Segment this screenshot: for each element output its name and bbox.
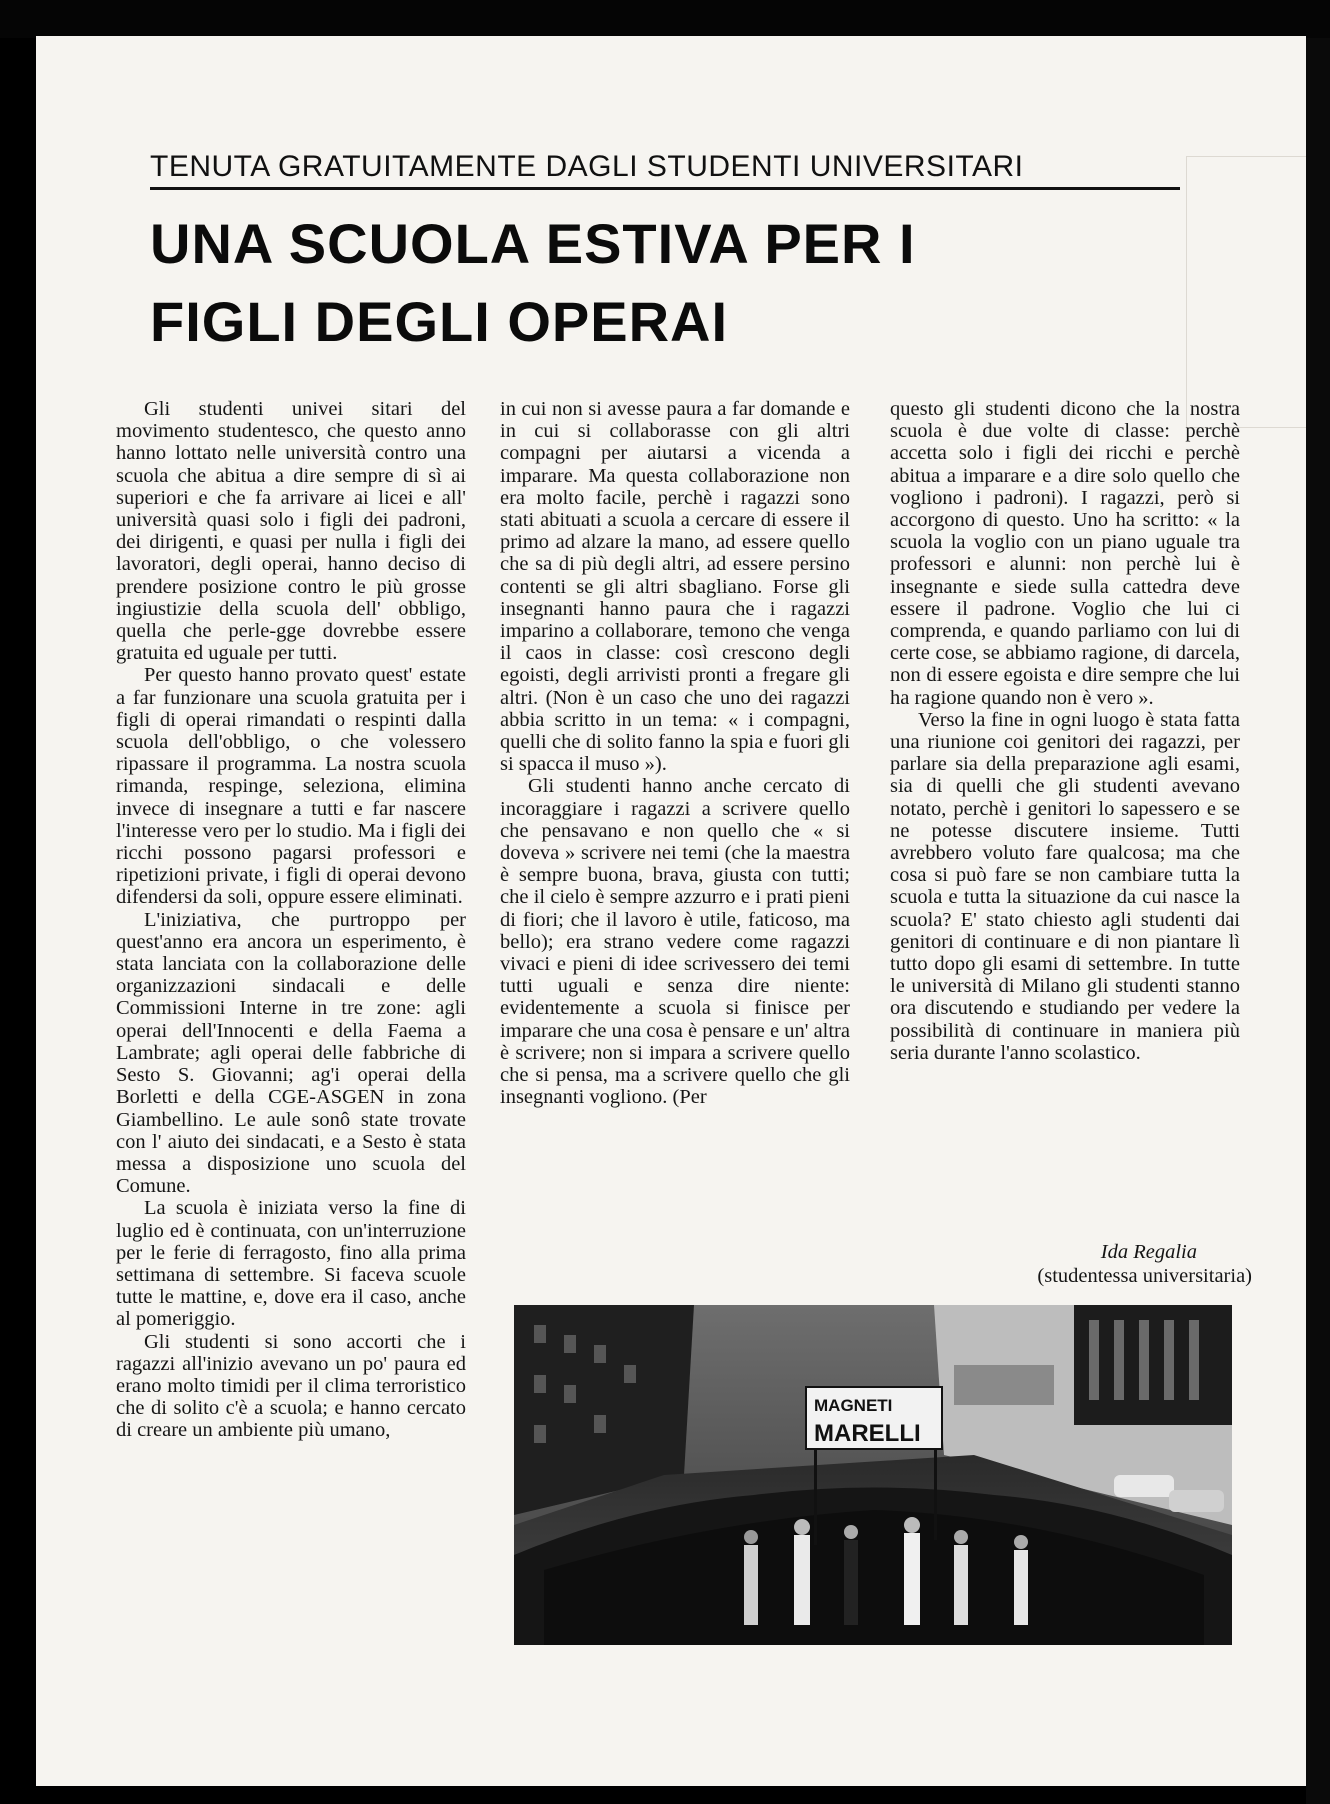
paragraph: Per questo hanno provato quest' estate a far funzionare una scuola gratuita per i figli di operai rimandati o respinti dalla scuola dell'obbligo, o che volessero ripassare il programma. La nostra scuola rimanda, respinge, seleziona, elimina invece di insegnare a tutti e far nascere l'interesse vero per lo studio. Ma i figli dei ricchi possono pagarsi professori e ripetizioni private, i figli di operai devono difendersi da soli, oppure essere eliminati. xyxy=(116,664,466,909)
paragraph: L'iniziativa, che purtroppo per quest'anno era ancora un esperimento, è stata lanciata con la collaborazione delle organizzazioni sindacali e delle Commissioni Interne in tre zone: agli operai dell'Innocenti e della Faema a Lambrate; agli operai delle fabbriche di Sesto S. Giovanni; ag'i operai della Borletti e della CGE-ASGEN in zona Giambellino. Le aule sonô state trovate con l' aiuto dei sindacati, e a Sesto è stata messa a disposizione uno scuola del Comune. xyxy=(116,908,466,1198)
paragraph: questo gli studenti dicono che la nostra scuola è due volte di classe: perchè accetta solo i figli dei ricchi e perchè abitua a imparare e a dire solo quello che vogliono i padroni). I ragazzi, però si accorgono di questo. Uno ha scritto: « la scuola la voglio con un piano uguale tra professori e alunni: non perchè lui è insegnante e siede sulla cattedra deve essere il padrone. Voglio che lui ci comprenda, e quando parliamo con lui di certe cose, se abbiamo ragione, di darcela, non di essere egoista e dire sempre che lui ha ragione quando non è vero ». xyxy=(890,398,1240,709)
article-headline xyxy=(150,205,1150,361)
article-column-2 xyxy=(500,398,850,1109)
article-kicker: TENUTA GRATUITAMENTE DAGLI STUDENTI UNIVERSITARI xyxy=(150,150,1180,190)
bleed-through-box xyxy=(1186,156,1308,428)
headline-line-2: FIGLI DEGLI OPERAI xyxy=(150,290,729,353)
paragraph: La scuola è iniziata verso la fine di luglio ed è continuata, con un'interruzione per le ferie di ferragosto, fino alla prima settimana di settembre. Si faceva scuole tutte le mattine, e, dove era il caso, anche al pomeriggio. xyxy=(116,1197,466,1331)
paragraph: Verso la fine in ogni luogo è stata fatta una riunione coi genitori dei ragazzi, per parlare sia della preparazione agli esami, sia di quelli che gli studenti avevano notato, perchè i genitori lo sapessero e se ne potesse discutere insieme. Tutti avrebbero voluto fare qualcosa; ma che cosa si può fare se non cambiare tutta la scuola e tutta la situazione da cui nasce la scuola? E' stato chiesto agli studenti dai genitori di continuare e di non piantare lì tutto dopo gli esami di settembre. In tutte le università di Milano gli studenti stanno ora discutendo e studiando per vedere la possibilità di continuare in maniera più seria durante l'anno scolastico. xyxy=(890,708,1240,1064)
article-column-1 xyxy=(116,398,466,1442)
article-signature xyxy=(890,1240,1252,1288)
paragraph: in cui non si avesse paura a far domande e in cui si collaborasse con gli altri compagni per aiutarsi a vicenda a imparare. Ma questa collaborazione non era molto facile, perchè i ragazzi sono stati abituati a scuola a cercare di essere il primo ad alzare la mano, ad essere quello che sa di più degli altri, ad essere persino contenti se gli altri sbagliano. Forse gli insegnanti hanno paura che i ragazzi imparino a collaborare, temono che venga il caos in classe: così crescono degli egoisti, degli arrivisti pronti a fregare gli altri. (Non è un caso che uno dei ragazzi abbia scritto in un tema: « i compagni, quelli che di solito fanno la spia e fuori gli si spacca il muso »). xyxy=(500,398,850,776)
author-role: (studentessa universitaria) xyxy=(1037,1265,1252,1287)
photo-illustration xyxy=(514,1305,1232,1645)
scan-right-border xyxy=(1306,38,1330,1804)
banner-text-line-2: MARELLI xyxy=(814,1420,921,1447)
paragraph: Gli studenti univei sitari del movimento studentesco, che questo anno hanno lottato nelle università contro una scuola che abitua a dire sempre di sì ai superiori e che fa arrivare ai licei e all' università quasi solo i figli dei padroni, dei dirigenti, e quasi per nulla i figli dei lavoratori, degli operai, hanno deciso di prendere posizione contro le più grosse ingiustizie della scuola dell' obbligo, quella che perle-gge dovrebbe essere gratuita ed uguale per tutti. xyxy=(116,398,466,665)
paragraph: Gli studenti hanno anche cercato di incoraggiare i ragazzi a scrivere quello che pensavano e non quello che « si doveva » scrivere nei temi (che la maestra è sempre buona, brava, giusta con tutti; che il cielo è sempre azzurro e i prati pieni di fiori; che il lavoro è utile, faticoso, ma bello); era strano vedere come ragazzi vivaci e pieni di idee scrivessero dei temi tutti uguali e senza dire niente: evidentemente a scuola si finisce per imparare che una cosa è pensare e un' altra è scrivere; non si impara a scrivere quello che si pensa, ma a scrivere quello che gli insegnanti vogliono. (Per xyxy=(500,775,850,1109)
banner-text-line-1: MAGNETI xyxy=(814,1396,893,1415)
demonstration-photo xyxy=(514,1305,1232,1645)
headline-line-1: UNA SCUOLA ESTIVA PER I xyxy=(150,212,916,275)
article-column-3 xyxy=(890,398,1240,1064)
author-name: Ida Regalia xyxy=(1100,1241,1197,1263)
paragraph: Gli studenti si sono accorti che i ragazzi all'inizio avevano un po' paura ed erano molto timidi per il clima terroristico che di solito c'è a scuola; e hanno cercato di creare un ambiente più umano, xyxy=(116,1330,466,1442)
scan-top-border xyxy=(0,0,1330,38)
